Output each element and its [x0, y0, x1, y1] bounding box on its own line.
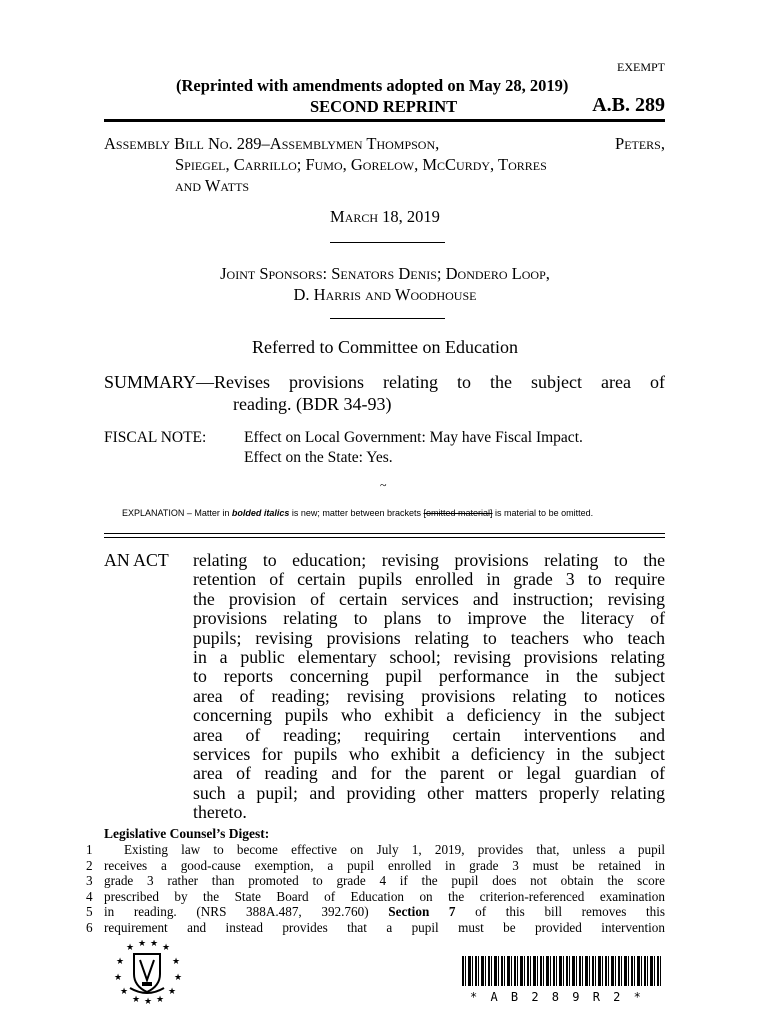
svg-text:★: ★ — [144, 997, 153, 1004]
act-body — [193, 551, 665, 823]
act-line: to reports concerning pupil performance in the subject — [193, 666, 665, 687]
act-line: area of reading; requiring certain interventions and — [193, 724, 665, 745]
digest-line: grade 3 rather than promoted to grade 4 if the pupil does not obtain the score — [104, 873, 665, 889]
sponsors-rule — [330, 318, 445, 319]
act-line-last: thereto. — [193, 802, 247, 823]
svg-text:★: ★ — [132, 995, 141, 1004]
act-line: the provision of certain services and instruction; revising — [193, 588, 665, 609]
sponsors-line-1: Assembly Bill No. 289–Assemblymen Thompson, Peters, — [104, 134, 665, 153]
sponsors-line-3: and Watts — [175, 176, 250, 195]
digest-body — [104, 842, 665, 936]
barcode — [462, 956, 662, 986]
svg-text:★: ★ — [116, 957, 125, 967]
svg-text:★: ★ — [150, 940, 159, 949]
exempt-label: EXEMPT — [617, 60, 665, 74]
act-line: retention of certain pupils enrolled in grade 3 to require — [193, 569, 665, 590]
svg-text:★: ★ — [138, 940, 147, 949]
svg-text:★: ★ — [162, 943, 171, 953]
fiscal-local: Effect on Local Government: May have Fiscal Impact. — [244, 429, 583, 446]
explanation-rule-bottom — [104, 537, 665, 538]
state-seal-icon — [112, 940, 182, 1004]
date-rule — [330, 242, 445, 243]
line-number: 6 — [86, 919, 93, 935]
fiscal-state: Effect on the State: Yes. — [244, 449, 393, 466]
bill-date: March 18, 2019 — [330, 207, 440, 226]
line-number: 1 — [86, 842, 93, 857]
act-lead: AN ACT — [104, 550, 169, 570]
summary-line-2: reading. (BDR 34-93) — [233, 394, 392, 414]
explanation-rule-top — [104, 533, 665, 534]
svg-text:★: ★ — [172, 957, 181, 967]
referral: Referred to Committee on Education — [252, 337, 518, 357]
digest-line: prescribed by the State Board of Education on the criterion-referenced examination — [104, 888, 665, 904]
joint-sponsors-line-2: D. Harris and Woodhouse — [293, 285, 477, 304]
act-line: pupils; revising provisions relating to teachers who teach — [193, 627, 665, 648]
summary-line-1: SUMMARY—Revises provisions relating to the subject area of — [104, 372, 665, 392]
svg-text:★: ★ — [174, 973, 182, 983]
tilde-mark: ~ — [380, 478, 387, 492]
line-number: 2 — [86, 857, 93, 873]
joint-sponsors-line-1: Joint Sponsors: Senators Denis; Dondero Loop, — [220, 264, 550, 283]
header-rule — [104, 119, 665, 122]
svg-text:★: ★ — [120, 987, 129, 997]
second-reprint-label: SECOND REPRINT — [310, 97, 458, 116]
bill-number: A.B. 289 — [592, 94, 665, 116]
digest-line: requirement and instead provides that a pupil must be provided intervention — [104, 919, 665, 935]
act-line: concerning pupils who exhibit a deficiency in the subject — [193, 705, 665, 726]
reprint-note: (Reprinted with amendments adopted on May 28, 2019) — [176, 76, 569, 95]
svg-text:★: ★ — [168, 987, 177, 997]
digest-line: receives a good-cause exemption, a pupil enrolled in grade 3 must be retained in — [104, 857, 665, 873]
line-number: 3 — [86, 873, 93, 889]
act-line: in a public elementary school; revising provisions relating — [193, 647, 665, 668]
act-line: relating to education; revising provisions relating to the — [193, 550, 665, 570]
line-number: 5 — [86, 904, 93, 920]
svg-text:★: ★ — [156, 995, 165, 1004]
act-line: area of reading; revising provisions relating to notices — [193, 685, 665, 706]
act-line: provisions relating to plans to improve the literacy of — [193, 608, 665, 629]
sponsors-line-2: Spiegel, Carrillo; Fumo, Gorelow, McCurdy, Torres — [175, 155, 547, 174]
digest-title: Legislative Counsel’s Digest: — [104, 826, 270, 841]
digest-line: Existing law to become effective on July 1, 2019, provides that, unless a pupil — [124, 842, 665, 857]
line-number: 4 — [86, 888, 93, 904]
digest-line: in reading. (NRS 388A.487, 392.760) Section 7 of this bill removes this — [104, 904, 666, 920]
act-line: services for pupils who exhibit a deficiency in the subject — [193, 744, 665, 765]
act-line: area of reading and for the parent or legal guardian of — [193, 763, 665, 784]
svg-text:★: ★ — [126, 943, 135, 953]
digest-line-numbers — [86, 842, 93, 936]
svg-text:★: ★ — [114, 973, 123, 983]
fiscal-note-label: FISCAL NOTE: — [104, 429, 207, 446]
barcode-text: * A B 2 8 9 R 2 * — [470, 990, 644, 1004]
act-line: such a pupil; and providing other matters properly relating — [193, 782, 665, 803]
explanation-note: EXPLANATION – Matter in bolded italics is new; matter between brackets [omitted material] is material to be omitted. — [122, 508, 594, 518]
